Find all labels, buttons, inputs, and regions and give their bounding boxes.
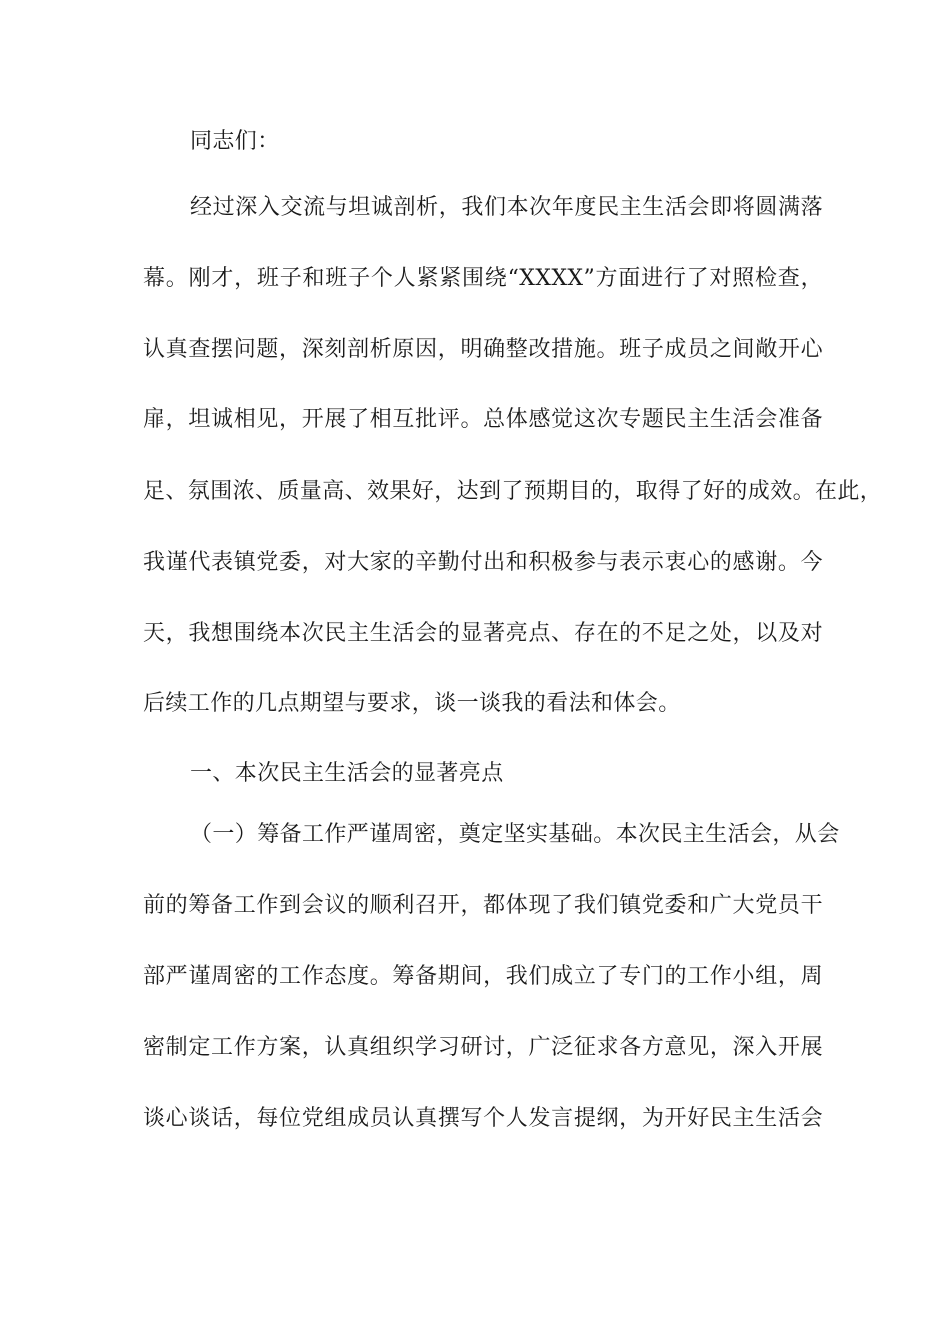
paragraph-line: 扉，坦诚相见，开展了相互批评。总体感觉这次专题民主生活会准备	[143, 407, 823, 432]
paragraph-line: 天，我想围绕本次民主生活会的显著亮点、存在的不足之处，以及对	[143, 621, 823, 646]
paragraph-line: 密制定工作方案，认真组织学习研讨，广泛征求各方意见，深入开展	[143, 1035, 823, 1060]
paragraph-line: 部严谨周密的工作态度。筹备期间，我们成立了专门的工作小组，周	[143, 964, 823, 989]
paragraph-line: 前的筹备工作到会议的顺利召开，都体现了我们镇党委和广大党员干	[143, 893, 823, 918]
paragraph-line: 我谨代表镇党委，对大家的辛勤付出和积极参与表示衷心的感谢。今	[143, 550, 823, 575]
paragraph-line: （一）筹备工作严谨周密，奠定坚实基础。本次民主生活会，从会	[190, 822, 840, 847]
paragraph-line: 幕。刚才，班子和班子个人紧紧围绕“XXXX”方面进行了对照检查，	[143, 266, 823, 291]
paragraph-line: 足、氛围浓、质量高、效果好，达到了预期目的，取得了好的成效。在此，	[143, 479, 883, 504]
paragraph-line: 后续工作的几点期望与要求，谈一谈我的看法和体会。	[143, 691, 681, 716]
paragraph-line: 经过深入交流与坦诚剖析，我们本次年度民主生活会即将圆满落	[190, 195, 823, 220]
salutation: 同志们：	[190, 129, 280, 154]
section-heading: 一、本次民主生活会的显著亮点	[190, 761, 504, 786]
paragraph-line: 认真查摆问题，深刻剖析原因，明确整改措施。班子成员之间敞开心	[143, 337, 823, 362]
paragraph-line: 谈心谈话，每位党组成员认真撰写个人发言提纲，为开好民主生活会	[143, 1106, 823, 1131]
